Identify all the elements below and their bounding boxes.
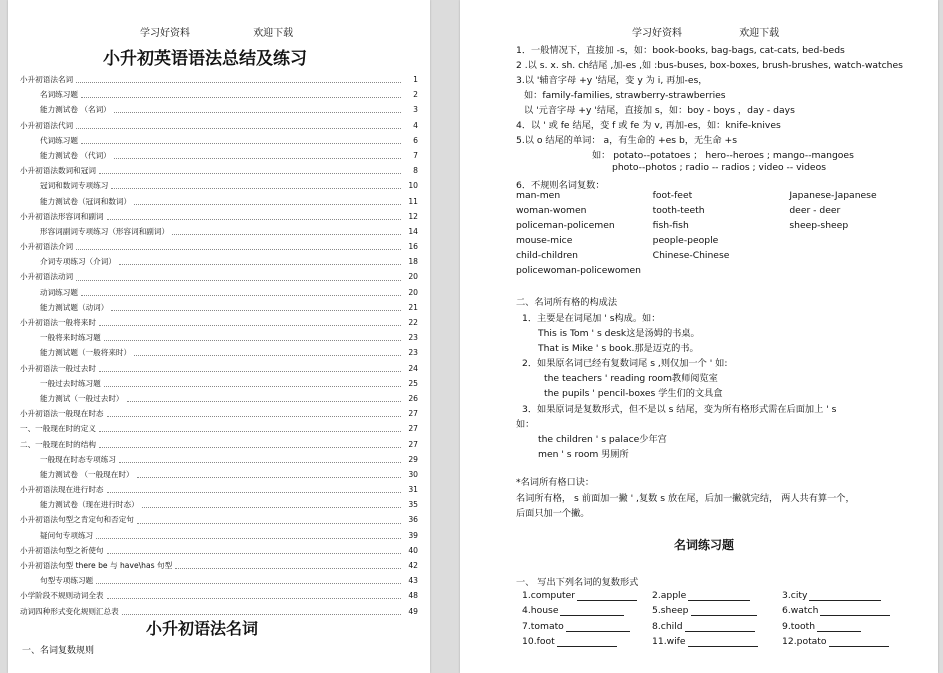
mnemonic-line: *名词所有格口诀： (516, 477, 595, 488)
answer-blank[interactable] (557, 637, 617, 647)
toc-entry-title: 小升初语法现在进行时态 (20, 485, 104, 495)
toc-page-number: 4 (413, 120, 418, 130)
exercise-item (782, 590, 912, 601)
toc-entry-title: 小升初语法一般将来时 (20, 318, 96, 327)
toc-leader-dots (76, 128, 401, 129)
table-cell: Chinese-Chinese (652, 250, 730, 261)
possessive-line: the pupils ' pencil-boxes 学生们的文具盒 (544, 388, 723, 399)
rule-line: 以 '元音字母 +y '结尾，直接加 s，如：boy - boys ，day - days (524, 105, 795, 116)
toc-page-number: 49 (408, 606, 418, 616)
toc-leader-dots (122, 614, 401, 615)
toc-entry-title: 小升初语法代词 (20, 120, 74, 130)
irregular-plurals-table (516, 190, 926, 280)
toc-page-number: 26 (408, 393, 418, 403)
exercise-word: 1.computer (522, 590, 576, 602)
possessive-line: That is Mike ' s book.那是迈克的书。 (538, 343, 699, 354)
exercise-word: 5.sheep (652, 605, 689, 617)
section-heading: 一、名词复数规则 (22, 646, 95, 656)
toc-entry-title: 能力测试卷（现在进行时态） (40, 500, 139, 510)
rule-line: 5.以 o 结尾的单词： a，有生命的 +es b，无生命 +s (516, 135, 737, 146)
toc-page-number: 25 (408, 378, 418, 388)
toc-leader-dots (81, 143, 401, 144)
toc-leader-dots (96, 538, 401, 539)
exercise-item (782, 605, 912, 616)
toc-page-number: 16 (408, 242, 418, 252)
table-cell: woman-women (516, 205, 587, 216)
possessive-line: the children ' s palace少年宫 (538, 434, 667, 445)
toc-entry-title: 小升初语法一般现在时态 (20, 409, 104, 419)
possessive-line: This is Tom ' s desk这是汤姆的书桌。 (538, 328, 700, 339)
toc-entry[interactable] (20, 285, 418, 300)
answer-blank[interactable] (566, 622, 630, 632)
toc-entry-title: 小升初语法句型之祈使句 (20, 545, 104, 555)
toc-leader-dots (81, 97, 401, 98)
table-row (516, 220, 926, 235)
rule-line: 2 .以 s. x. sh. ch结尾 ,加-es ,如 :bus-buses, box-boxes, brush-brushes, watch-watches (516, 60, 903, 71)
answer-blank[interactable] (820, 606, 890, 616)
toc-entry[interactable] (20, 224, 418, 239)
toc-entry[interactable] (20, 543, 418, 558)
answer-blank[interactable] (685, 622, 755, 632)
toc-entry[interactable] (20, 239, 418, 254)
table-row (516, 190, 926, 205)
exercise-word: 11.wife (652, 636, 686, 648)
toc-leader-dots (107, 219, 401, 220)
toc-leader-dots (104, 386, 401, 387)
toc-entry[interactable] (20, 497, 418, 512)
exercise-word: 10.foot (522, 636, 555, 648)
toc-entry-title: 疑问句专项练习 (40, 530, 94, 540)
answer-blank[interactable] (691, 606, 757, 616)
rule-line: 4．以 ' 或 fe 结尾，变 f 或 fe 为 v, 再加-es，如：knife-knives (516, 120, 781, 131)
toc-leader-dots (76, 82, 401, 83)
exercise-item (522, 590, 652, 601)
exercise-instruction: 一、 写出下列名词的复数形式 (516, 577, 639, 588)
toc-entry-title: 能力测试题（一般将来时） (40, 348, 132, 358)
table-cell: mouse-mice (516, 235, 573, 246)
toc-entry[interactable] (20, 437, 418, 452)
exercise-word: 9.tooth (782, 620, 816, 632)
toc-leader-dots (99, 371, 401, 372)
toc-page-number: 21 (408, 302, 418, 312)
toc-entry[interactable] (20, 102, 418, 117)
toc-entry[interactable] (20, 452, 418, 467)
rule-line: 3.以 '辅音字母 +y '结尾，变 y 为 i, 再加-es， (516, 75, 708, 86)
toc-leader-dots (104, 340, 401, 341)
exercise-word: 7.tomato (522, 620, 564, 632)
toc-entry[interactable] (20, 72, 418, 87)
toc-entry[interactable] (20, 391, 418, 406)
toc-entry-title: 小学阶段不规则动词全表 (20, 591, 104, 601)
toc-page-number: 20 (408, 272, 418, 282)
toc-leader-dots (142, 507, 401, 508)
exercise-row (522, 603, 922, 618)
toc-leader-dots (107, 598, 401, 599)
toc-entry[interactable] (20, 118, 418, 133)
toc-entry-title: 小升初语法形容词和副词 (20, 211, 104, 221)
toc-page-number: 2 (413, 90, 418, 100)
toc-page-number: 11 (408, 196, 418, 206)
toc-leader-dots (81, 295, 401, 296)
mnemonic-line: 后面只加一个撇。 (516, 508, 590, 519)
exercise-item (652, 605, 782, 616)
toc-leader-dots (137, 523, 401, 524)
toc-page-number: 7 (413, 150, 418, 160)
toc-leader-dots (134, 204, 401, 205)
toc-leader-dots (111, 188, 401, 189)
toc-leader-dots (76, 249, 401, 250)
toc-entry-title: 形容词副词专项练习（形容词和副词） (40, 226, 170, 236)
exercise-word: 8.child (652, 620, 683, 632)
toc-entry-title: 一般将来时练习题 (40, 333, 101, 343)
exercise-word: 4.house (522, 605, 559, 617)
page-title: 小升初英语语法总结及练习 (103, 49, 307, 69)
toc-leader-dots (119, 462, 401, 463)
toc-entry-title: 一般现在时态专项练习 (40, 454, 116, 464)
possessive-line: the teachers ' reading room教师阅览室 (544, 373, 718, 384)
toc-entry[interactable] (20, 300, 418, 315)
left-page (8, 0, 430, 673)
rule-line: photo--photos ; radio -- radios ; video -- videos (612, 162, 826, 173)
toc-page-number: 27 (408, 439, 418, 449)
toc-entry-title: 一、一般现在时的定义 (20, 424, 96, 434)
toc-entry[interactable] (20, 467, 418, 482)
header-left: 学习好资料 (140, 28, 190, 39)
answer-blank[interactable] (688, 637, 758, 647)
toc-entry[interactable] (20, 148, 418, 163)
table-cell: policewoman-policewomen (516, 265, 641, 276)
toc-entry-title: 名词练习题 (40, 90, 78, 100)
rule-line: 6．不规则名词复数： (516, 180, 605, 191)
toc-page-number: 22 (408, 318, 418, 327)
header-right: 欢迎下载 (253, 28, 294, 39)
toc-entry[interactable] (20, 421, 418, 436)
toc-leader-dots (127, 401, 401, 402)
toc-entry[interactable] (20, 512, 418, 527)
toc-entry-title: 能力测试（一般过去时） (40, 393, 124, 403)
toc-entry[interactable] (20, 376, 418, 391)
toc-entry[interactable] (20, 573, 418, 588)
toc-entry[interactable] (20, 178, 418, 193)
toc-leader-dots (76, 280, 401, 281)
exercise-item (652, 636, 782, 647)
possessive-line: men ' s room 男厕所 (538, 449, 629, 460)
page-header (632, 24, 779, 39)
toc-page-number: 23 (408, 348, 418, 358)
toc-leader-dots (175, 568, 401, 569)
toc-page-number: 3 (413, 105, 418, 115)
toc-page-number: 43 (408, 576, 418, 586)
toc-entry[interactable] (20, 315, 418, 330)
exercise-word: 2.apple (652, 590, 687, 602)
toc-entry-title: 小升初语法数词和冠词 (20, 166, 96, 176)
toc-entry[interactable] (20, 133, 418, 148)
toc-page-number: 14 (408, 226, 418, 236)
exercise-item (782, 636, 912, 647)
page-header (140, 24, 293, 39)
table-cell: child-children (516, 250, 578, 261)
toc-page-number: 10 (408, 181, 418, 191)
answer-blank[interactable] (560, 606, 624, 616)
toc-entry-title: 小升初语法动词 (20, 272, 74, 282)
exercise-row (522, 634, 922, 649)
exercise-item (522, 636, 652, 647)
toc-leader-dots (111, 310, 401, 311)
toc-leader-dots (99, 173, 401, 174)
table-row (516, 235, 926, 250)
toc-leader-dots (107, 416, 401, 417)
toc-entry[interactable] (20, 163, 418, 178)
toc-entry-title: 能力测试卷 （名词） (40, 105, 111, 115)
table-cell: deer - deer (789, 205, 841, 216)
exercise-grid (522, 588, 922, 649)
toc-page-number: 20 (408, 287, 418, 297)
toc-page-number: 27 (408, 409, 418, 419)
toc-page-number: 30 (408, 469, 418, 479)
table-cell (789, 250, 926, 265)
toc-entry[interactable] (20, 87, 418, 102)
table-cell: man-men (516, 190, 561, 201)
table-row (516, 250, 926, 265)
toc-entry-title: 冠词和数词专项练习 (40, 181, 109, 191)
exercise-row (522, 619, 922, 634)
answer-blank[interactable] (688, 591, 750, 601)
toc-page-number: 18 (408, 257, 418, 267)
rule-line: 如： potato--potatoes ； hero--heroes ; mango--mangoes (592, 150, 854, 161)
toc-entry-title: 一般过去时练习题 (40, 378, 101, 388)
answer-blank[interactable] (817, 622, 861, 632)
toc-page-number: 42 (408, 561, 418, 570)
toc-page-number: 31 (408, 485, 418, 495)
table-cell (789, 235, 926, 250)
toc-leader-dots (114, 158, 401, 159)
toc-entry[interactable] (20, 406, 418, 421)
table-cell: sheep-sheep (789, 220, 849, 231)
exercise-title: 名词练习题 (674, 538, 735, 552)
exercise-word: 12.potato (782, 636, 827, 648)
toc-page-number: 35 (408, 500, 418, 510)
toc-entry[interactable] (20, 528, 418, 543)
toc-entry[interactable] (20, 558, 418, 573)
toc-entry-title: 动词练习题 (40, 287, 78, 297)
answer-blank[interactable] (809, 591, 881, 601)
toc-leader-dots (107, 492, 401, 493)
toc-entry[interactable] (20, 588, 418, 603)
toc-page-number: 8 (413, 166, 418, 176)
section-title: 小升初语法名词 (146, 619, 259, 638)
toc-page-number: 1 (413, 75, 418, 84)
exercise-item (782, 621, 912, 632)
toc-entry-title: 小升初语法介词 (20, 242, 74, 252)
toc-entry-title: 句型专项练习题 (40, 576, 94, 586)
toc-entry[interactable] (20, 345, 418, 360)
toc-entry-title: 小升初语法一般过去时 (20, 363, 96, 373)
possessive-line: 如： (516, 419, 535, 430)
toc-entry-title: 二、一般现在时的结构 (20, 439, 96, 449)
toc-leader-dots (96, 583, 401, 584)
exercise-item (522, 621, 652, 632)
exercise-word: 3.city (782, 590, 808, 602)
toc-page-number: 6 (413, 135, 418, 145)
toc-page-number: 40 (408, 545, 418, 555)
toc-leader-dots (137, 477, 401, 478)
right-page (460, 0, 938, 673)
toc-entry[interactable] (20, 269, 418, 284)
exercise-word: 6.watch (782, 605, 819, 617)
exercise-item (652, 590, 782, 601)
toc-leader-dots (99, 325, 401, 326)
mnemonic-line: 名词所有格， s 前面加一撇 ' ,复数 s 放在尾，后加一撇就完结， 两人共有算一个， (516, 493, 855, 504)
header-left: 学习好资料 (632, 28, 682, 39)
toc-page-number: 24 (408, 363, 418, 373)
exercise-row (522, 588, 922, 603)
toc-page-number: 36 (408, 515, 418, 525)
toc-page-number: 29 (408, 454, 418, 464)
table-row (516, 265, 926, 280)
toc-entry-title: 代词练习题 (40, 135, 78, 145)
rule-line: 如：family-families, strawberry-strawberries (524, 90, 726, 101)
toc-leader-dots (134, 355, 401, 356)
toc-entry-title: 小升初语法名词 (20, 75, 74, 84)
toc-entry[interactable] (20, 194, 418, 209)
toc-entry[interactable] (20, 361, 418, 376)
toc-entry-title: 能力测试题（动词） (40, 302, 109, 312)
toc-page-number: 12 (408, 211, 418, 221)
table-cell (789, 265, 926, 280)
table-cell: Japanese-Japanese (789, 190, 877, 201)
table-cell: fish-fish (652, 220, 689, 231)
answer-blank[interactable] (829, 637, 889, 647)
header-right: 欢迎下载 (739, 28, 780, 39)
toc-entry[interactable] (20, 330, 418, 345)
possessive-line: 3．如果原词是复数形式，但不是以 s 结尾，变为所有格形式需在后面加上 ' s (522, 404, 837, 415)
toc-leader-dots (99, 447, 401, 448)
answer-blank[interactable] (577, 591, 637, 601)
toc-entry-title: 能力测试卷（冠词和数词） (40, 196, 132, 206)
toc-leader-dots (107, 553, 401, 554)
toc-page-number: 48 (408, 591, 418, 601)
toc-leader-dots (99, 431, 401, 432)
toc-entry[interactable] (20, 254, 418, 269)
toc-entry-title: 介词专项练习（介词） (40, 257, 116, 267)
toc-entry-title: 小升初语法句型 there be 与 have\has 句型 (20, 561, 173, 570)
toc-entry[interactable] (20, 209, 418, 224)
toc-leader-dots (119, 264, 401, 265)
table-cell: people-people (652, 235, 719, 246)
exercise-item (652, 621, 782, 632)
toc-page-number: 39 (408, 530, 418, 540)
toc-entry-title: 小升初语法句型之肯定句和否定句 (20, 515, 134, 525)
toc-leader-dots (114, 112, 401, 113)
section-heading: 二、名词所有格的构成法 (516, 297, 618, 308)
toc-entry-title: 能力测试卷 （一般现在时） (40, 469, 134, 479)
toc-page-number: 23 (408, 333, 418, 343)
table-of-contents (20, 72, 418, 619)
table-cell: tooth-teeth (652, 205, 705, 216)
toc-entry-title: 动词四种形式变化规则汇总表 (20, 606, 119, 616)
table-row (516, 205, 926, 220)
table-cell: foot-feet (652, 190, 693, 201)
toc-leader-dots (172, 234, 401, 235)
rule-line: 1．一般情况下，直接加 -s，如：book-books, bag-bags, cat-cats, bed-beds (516, 45, 845, 56)
possessive-line: 1．主要是在词尾加 ' s构成。如： (522, 313, 661, 324)
table-cell: policeman-policemen (516, 220, 615, 231)
toc-page-number: 27 (408, 424, 418, 434)
table-cell (653, 265, 790, 280)
exercise-item (522, 605, 652, 616)
possessive-line: 2．如果原名词已经有复数词尾 s ,则仅加一个 ' 如: (522, 358, 728, 369)
toc-entry-title: 能力测试卷 （代词） (40, 150, 111, 160)
toc-entry[interactable] (20, 482, 418, 497)
